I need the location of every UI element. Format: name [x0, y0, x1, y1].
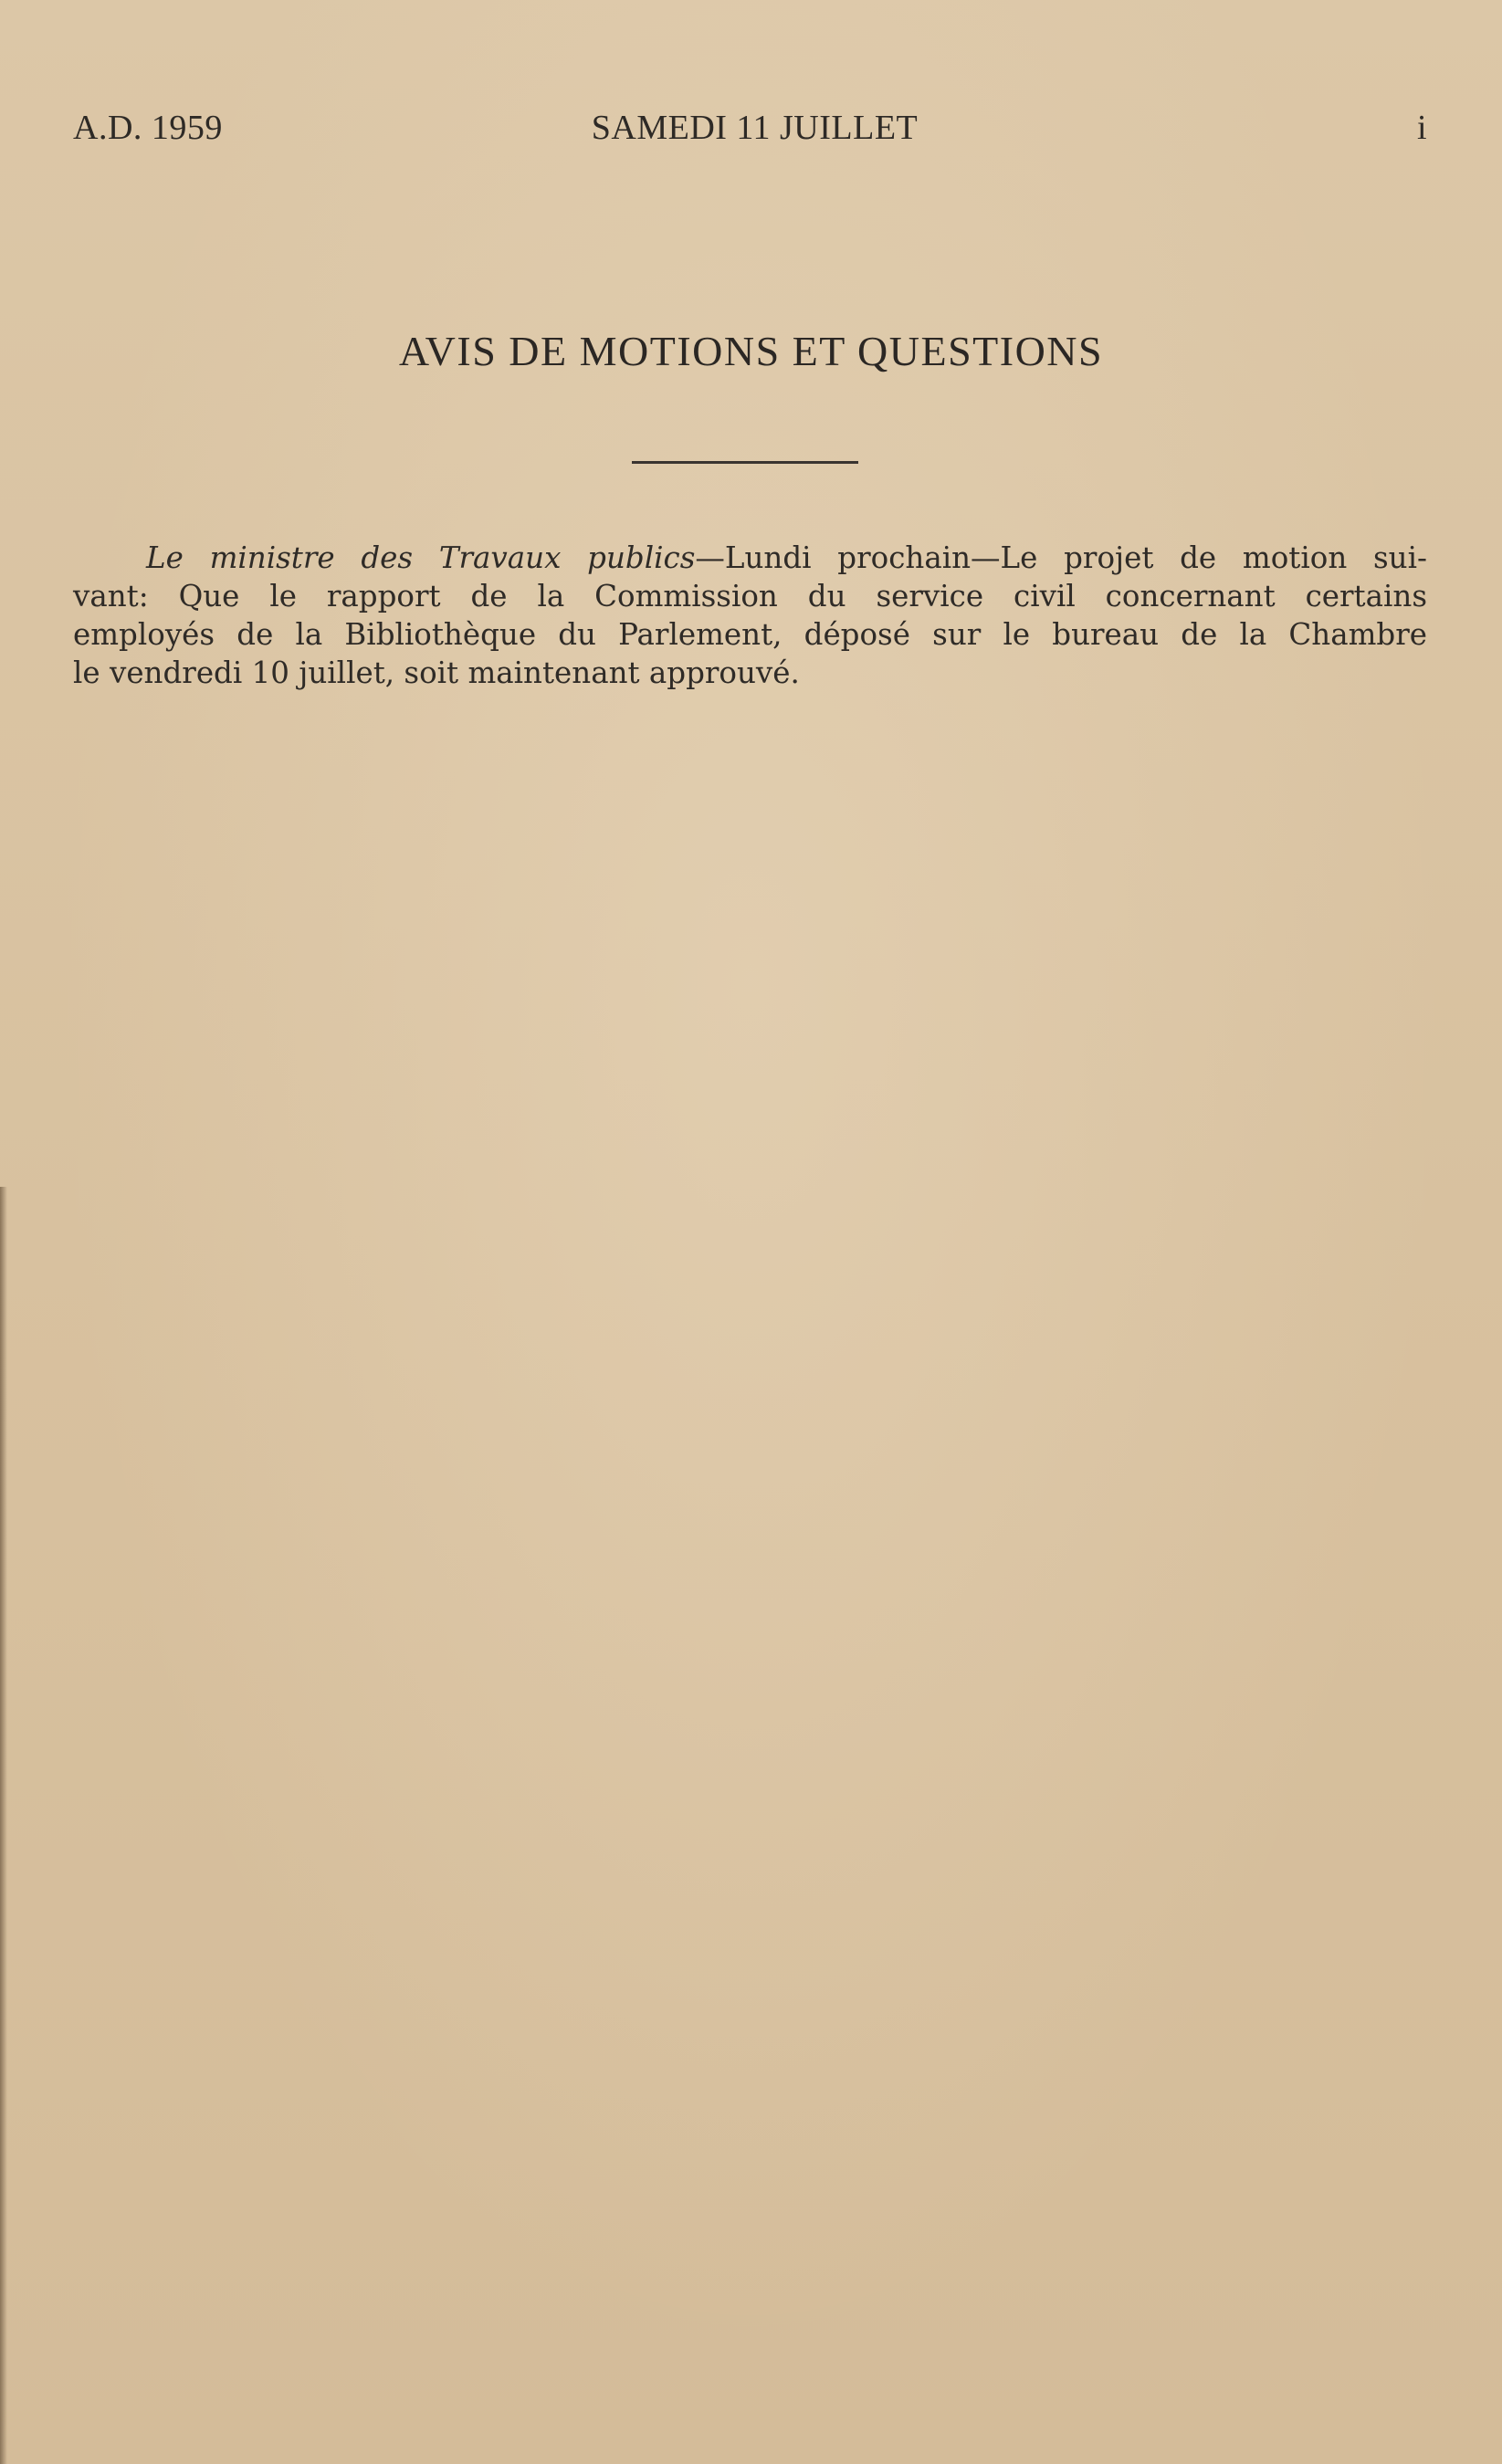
running-head: [73, 108, 1427, 153]
header-year: A.D. 1959: [73, 109, 223, 147]
notice-line-3: employés de la Bibliothèque du Parlement, déposé sur le bureau de la Chambre: [73, 617, 1427, 652]
notice-line-1: [73, 539, 1427, 577]
notice-speaker: Le ministre des Travaux publics: [146, 540, 696, 575]
header-date: SAMEDI 11 JUILLET: [591, 109, 919, 147]
page-binding-edge: [0, 1187, 7, 2464]
notice-line-2: vant: Que le rapport de la Commission du service civil concernant certains: [73, 579, 1427, 613]
notice-line-1-text: —Lundi prochain—Le projet de motion sui-: [695, 540, 1427, 575]
notice-line-4: le vendredi 10 juillet, soit maintenant approuvé.: [73, 655, 800, 690]
notice-paragraph: [73, 539, 1427, 692]
header-page-number: i: [1416, 109, 1427, 147]
title-divider: [632, 461, 858, 464]
page-title: AVIS DE MOTIONS ET QUESTIONS: [398, 328, 1104, 374]
